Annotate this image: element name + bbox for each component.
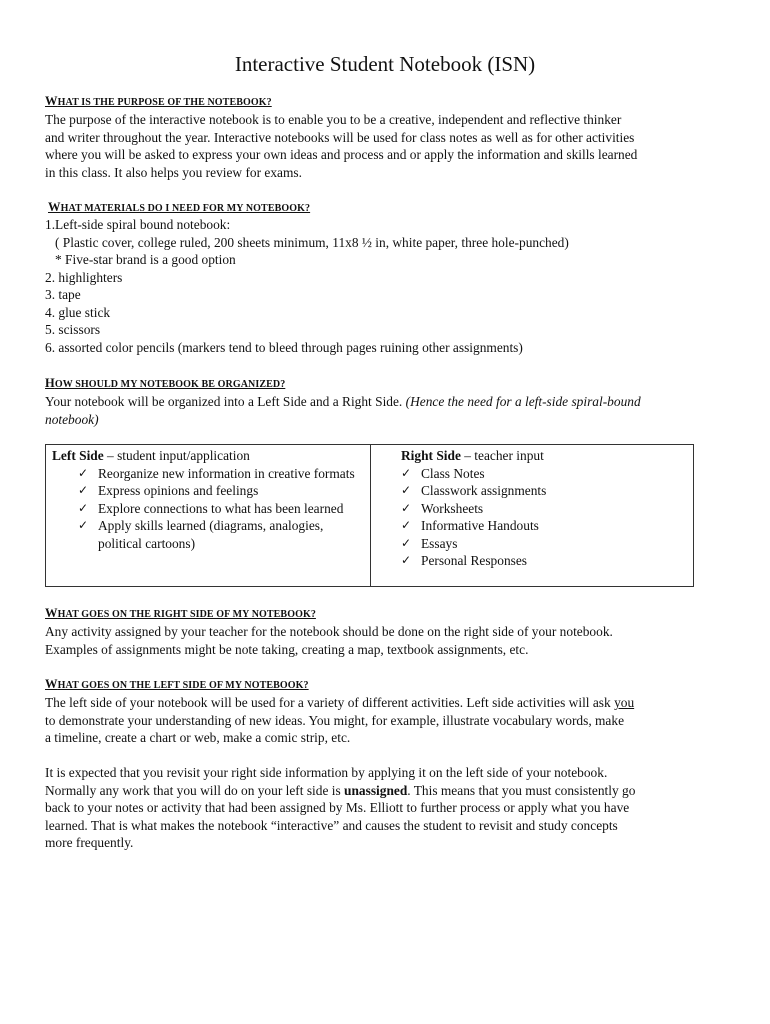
left-side-heading-rest: HAT GOES ON THE LEFT SIDE OF MY NOTEBOOK? <box>57 680 309 691</box>
left-side-line-text: The left side of your notebook will be used for a variety of different activities. Left side activities will ask <box>45 695 615 710</box>
purpose-heading <box>45 93 735 111</box>
expected-line-text: Normally any work that you will do on your left side is <box>45 782 345 798</box>
materials-section <box>48 199 738 217</box>
left-item-text: Reorganize new information in creative formats <box>98 465 355 481</box>
sides-table <box>45 444 694 587</box>
organized-line-text: Your notebook will be organized into a Left Side and a Right Side. <box>45 394 406 409</box>
expected-line-text: . This means that you must consistently go <box>407 782 636 798</box>
left-side-cell <box>46 445 371 587</box>
organized-heading-rest: OW SHOULD MY NOTEBOOK BE ORGANIZED? <box>54 379 286 390</box>
list-item <box>78 482 364 500</box>
right-item-text: Class Notes <box>421 465 485 481</box>
materials-heading-rest: HAT MATERIALS DO I NEED FOR MY NOTEBOOK? <box>60 203 311 214</box>
left-side-line <box>45 694 735 712</box>
materials-item: * Five-star brand is a good option <box>55 252 236 267</box>
checkmark-icon: ✓ <box>401 483 412 497</box>
list-item <box>78 465 364 483</box>
checkmark-icon: ✓ <box>401 500 412 515</box>
left-side-heading <box>45 676 735 694</box>
expected-line: back to your notes or activity that had been assigned by Ms. Elliott to further process or apply what you have <box>45 800 630 815</box>
organized-line-note-cont: notebook) <box>45 411 99 427</box>
materials-item: 1.Left-side spiral bound notebook: <box>45 217 231 232</box>
checkmark-icon: ✓ <box>401 518 412 532</box>
materials-item: 3. tape <box>45 287 81 302</box>
right-side-heading-rest: HAT GOES ON THE RIGHT SIDE OF MY NOTEBOOK? <box>57 609 316 620</box>
right-item-text: Classwork assignments <box>421 483 547 498</box>
right-side-header <box>377 447 687 465</box>
left-side-line: a timeline, create a chart or web, make a comic strip, etc. <box>45 730 351 745</box>
checkmark-icon: ✓ <box>401 465 412 480</box>
checkmark-icon: ✓ <box>78 483 89 497</box>
right-side-cell <box>371 445 694 587</box>
expected-section <box>45 764 735 852</box>
purpose-line: and writer throughout the year. Interactive notebooks will be used for class notes as well as for other activities <box>45 129 635 145</box>
left-side-heading-initial: W <box>45 677 58 691</box>
left-item-text: Explore connections to what has been learned <box>98 500 344 516</box>
left-item-text: Apply skills learned (diagrams, analogies, political cartoons) <box>98 518 324 551</box>
checkmark-icon: ✓ <box>401 535 412 550</box>
right-side-note: – teacher input <box>460 448 544 463</box>
list-item <box>78 517 364 552</box>
right-side-heading-initial: W <box>45 606 58 620</box>
right-item-text: Informative Handouts <box>421 518 539 533</box>
list-item <box>401 517 687 535</box>
left-side-note: – student input/application <box>103 448 250 463</box>
right-side-heading <box>45 605 735 623</box>
page-title: Interactive Student Notebook (ISN) <box>234 52 536 76</box>
left-side-title: Left Side <box>52 448 104 463</box>
checkmark-icon: ✓ <box>78 518 89 532</box>
list-item <box>401 552 687 570</box>
purpose-line: in this class. It also helps you review for exams. <box>45 164 302 180</box>
right-side-line: Examples of assignments might be note taking, creating a map, textbook assignments, etc. <box>45 641 529 657</box>
checkmark-icon: ✓ <box>78 465 89 480</box>
right-side-line: Any activity assigned by your teacher for the notebook should be done on the right side of your notebook. <box>45 624 613 639</box>
right-item-text: Essays <box>421 535 458 551</box>
checkmark-icon: ✓ <box>78 500 89 515</box>
left-side-line-emphasis: you <box>614 695 635 710</box>
materials-item: 6. assorted color pencils (markers tend to bleed through pages ruining other assignments) <box>45 339 523 355</box>
expected-line-emphasis: unassigned <box>344 782 408 798</box>
checkmark-icon: ✓ <box>401 553 412 567</box>
list-item <box>401 465 687 483</box>
purpose-line: The purpose of the interactive notebook is to enable you to be a creative, independent and reflective thinker <box>45 112 622 127</box>
expected-line: It is expected that you revisit your right side information by applying it on the left side of your notebook. <box>45 765 608 780</box>
expected-line: more frequently. <box>45 835 134 850</box>
organized-line <box>45 393 735 411</box>
expected-line: learned. That is what makes the notebook “interactive” and causes the student to revisit and study concepts <box>45 817 618 833</box>
materials-item: 2. highlighters <box>45 269 123 285</box>
list-item <box>78 500 364 518</box>
left-side-header <box>52 447 364 465</box>
materials-heading <box>48 199 738 217</box>
list-item <box>401 500 687 518</box>
right-side-list <box>377 465 687 570</box>
organized-line-note: (Hence the need for a left-side spiral-bound <box>405 394 641 409</box>
materials-item: 5. scissors <box>45 322 101 337</box>
right-item-text: Personal Responses <box>421 553 528 568</box>
right-side-title: Right Side <box>401 448 461 463</box>
left-side-list <box>52 465 364 553</box>
list-item <box>401 482 687 500</box>
materials-heading-initial: W <box>48 200 61 214</box>
purpose-heading-initial: W <box>45 94 58 108</box>
organized-heading <box>45 375 735 393</box>
left-side-line: to demonstrate your understanding of new ideas. You might, for example, illustrate vocabulary words, make <box>45 712 625 728</box>
materials-item: ( Plastic cover, college ruled, 200 sheets minimum, 11x8 ½ in, white paper, three hole-punched) <box>55 234 569 250</box>
organized-heading-initial: H <box>45 376 55 390</box>
expected-line <box>45 782 735 800</box>
list-item <box>401 535 687 553</box>
organized-section <box>45 375 735 428</box>
materials-list <box>45 216 735 356</box>
purpose-line: where you will be asked to express your own ideas and process and or apply the information and skills learned <box>45 147 638 162</box>
purpose-heading-rest: HAT IS THE PURPOSE OF THE NOTEBOOK? <box>57 97 272 108</box>
materials-item: 4. glue stick <box>45 304 111 320</box>
right-side-section <box>45 605 735 658</box>
left-item-text: Express opinions and feelings <box>98 483 259 498</box>
right-item-text: Worksheets <box>421 500 484 516</box>
left-side-section <box>45 676 735 747</box>
purpose-section <box>45 93 735 181</box>
